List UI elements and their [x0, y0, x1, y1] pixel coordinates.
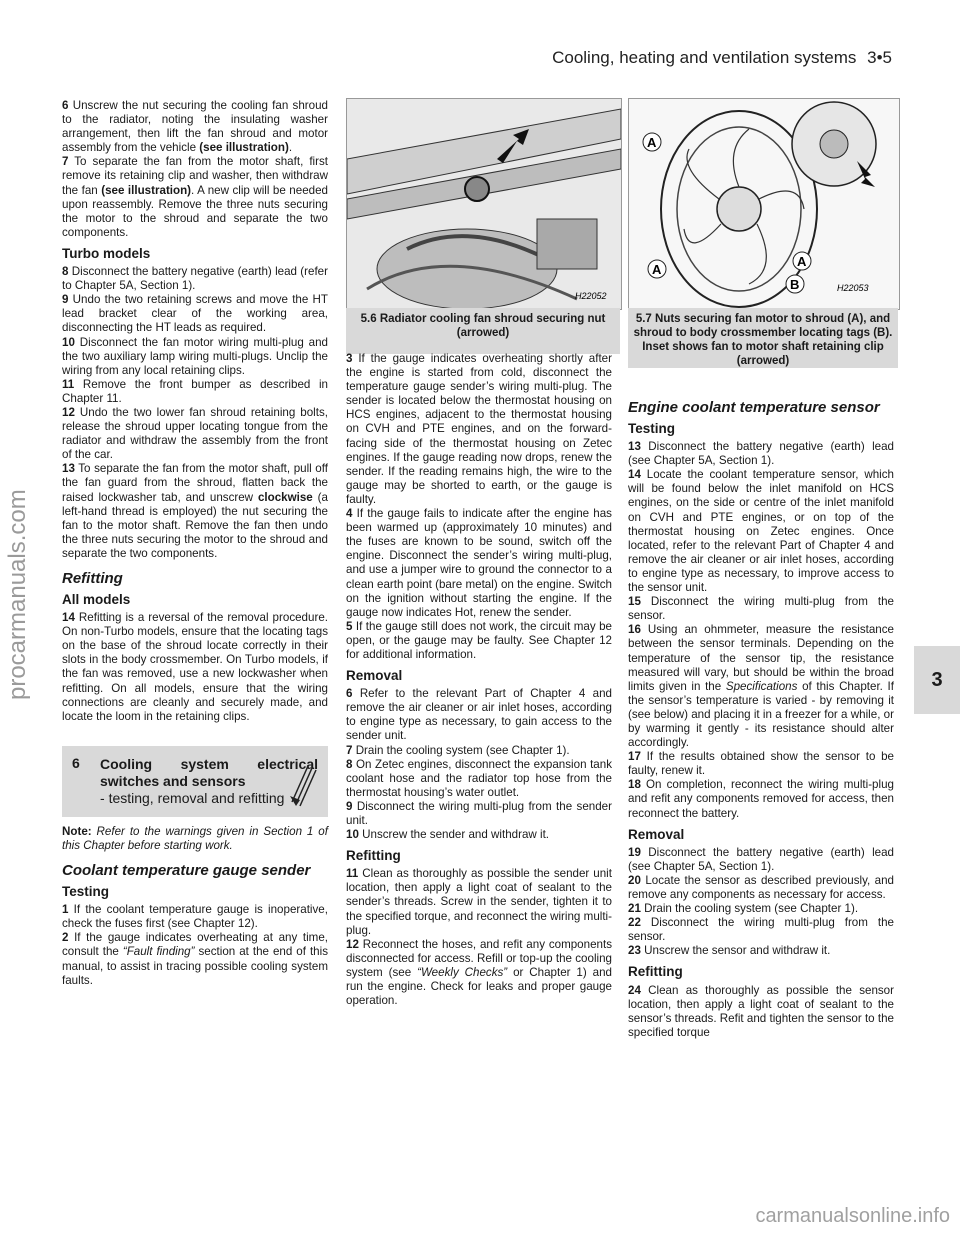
step-11: 11 Remove the front bumper as described in Chapter 11. [62, 377, 328, 405]
heading-coolant-sender: Coolant temperature gauge sender [62, 862, 311, 880]
step-13c: 13 Disconnect the battery negative (earth) lead (see Chapter 5A, Section 1). [628, 440, 894, 468]
chapter-tab: 3 [914, 646, 960, 714]
heading-testing: Testing [62, 884, 109, 900]
step-17c: 17 If the results obtained show the sensor to be faulty, renew it. [628, 750, 894, 778]
fig2-label-a2: A [797, 254, 807, 269]
step-21c: 21 Drain the cooling system (see Chapter 1). [628, 902, 859, 916]
step-9b: 9 Disconnect the wiring multi-plug from the sender unit. [346, 799, 612, 827]
step-10: 10 Disconnect the fan motor wiring multi-plug and the two auxiliary lamp wiring multi-plugs. Unclip the wiring from any local retaining clips. [62, 335, 328, 377]
heading-refitting-2: Refitting [346, 848, 401, 864]
step-7: 7 To separate the fan from the motor shaft, first remove its retaining clip and washer, then withdraw the fan (see illustration). A new clip will be needed upon reassembly. Remove the three nuts securing the motor to the shroud and separate the two components. [62, 155, 328, 239]
step-3: 3 If the gauge indicates overheating shortly after the engine is started from cold, disconnect the temperature gauge sender’s wiring multi-plug. The sender is located below the thermostat housing on HCS engines, adjacent to the thermostat housing on CVH and PTE engines, and on the forward-facing side of the thermostat housing on Zetec engines. If the gauge reading now drops, renew the sender. If the reading remains high, the wire to the gauge may be shorted to earth, or the gauge is faulty. [346, 352, 612, 506]
step-19c: 19 Disconnect the battery negative (earth) lead (see Chapter 5A, Section 1). [628, 845, 894, 873]
fan-motor-illustration [629, 99, 899, 309]
heading-removal: Removal [346, 668, 403, 684]
step-20c: 20 Locate the sensor as described previously, and remove any components as necessary for access. [628, 873, 894, 901]
step-13: 13 To separate the fan from the motor shaft, pull off the fan guard from the shroud, flatten back the raised lockwasher tab, and unscrew clockwise (a left-hand thread is employed) the nut securing the fan to the motor shaft. Remove the fan then undo the three nuts securing the motor to the shroud and separate the two components. [62, 462, 328, 560]
page-header [552, 48, 892, 68]
section-6-box [62, 746, 328, 817]
fig2-label-a3: A [652, 262, 662, 277]
step-9: 9 Undo the two retaining screws and move the HT lead bracket clear of the working area, disconnecting the HT leads as required. [62, 293, 328, 335]
step-6b: 6 Refer to the relevant Part of Chapter 4 and remove the air cleaner or air inlet hoses, according to engine type as necessary, to gain access to the sender unit. [346, 687, 612, 743]
section-title: Cooling system electrical switches and sensors [100, 755, 318, 789]
heading-testing-3: Testing [628, 421, 675, 436]
step-24c: 24 Clean as thoroughly as possible the sensor location, then apply a light coat of sealant to the sensor’s threads. Refit and tighten the sensor to the specified torque [628, 983, 894, 1039]
page-number: 3•5 [867, 48, 892, 67]
step-10b: 10 Unscrew the sender and withdraw it. [346, 828, 550, 842]
header-title: Cooling, heating and ventilation systems [552, 48, 857, 67]
step-12b: 12 Reconnect the hoses, and refit any components disconnected for access. Refill or top-up the cooling system (see “Weekly Checks” or Chapter 1) and run the engine. Check for leaks and proper gauge operation. [346, 937, 612, 1008]
watermark-bottom: carmanualsonline.info [755, 1205, 950, 1227]
section-subtitle: - testing, removal and refitting [100, 789, 285, 806]
step-7b: 7 Drain the cooling system (see Chapter 1). [346, 743, 570, 757]
heading-engine-sensor: Engine coolant temperature sensor [628, 399, 880, 416]
step-11b: 11 Clean as thoroughly as possible the sender unit location, then apply a light coat of sealant to the sender’s threads. Screw in the sender, tighten it to the specified torque, and reconnect the wiring multi-plug. [346, 867, 612, 937]
section-number: 6 [72, 754, 80, 771]
step-23c: 23 Unscrew the sensor and withdraw it. [628, 944, 831, 958]
step-12: 12 Undo the two lower fan shroud retaining bolts, release the shroud upper locating tongue from the radiator and withdraw the assembly from the front of the car. [62, 405, 328, 462]
figure-5-7-caption: 5.7 Nuts securing fan motor to shroud (A), and shroud to body crossmember locating tags (B). Inset shows fan to motor shaft retaining clip (arrowed) [628, 308, 898, 368]
column-1 [62, 99, 328, 988]
column-2 [346, 352, 612, 1008]
note: Note: Refer to the warnings given in Section 1 of this Chapter before starting work. [62, 824, 328, 852]
fig2-label-b: B [790, 277, 800, 292]
heading-refitting: Refitting [62, 570, 123, 587]
heading-refitting-3: Refitting [628, 964, 683, 980]
figure-5-7 [628, 98, 900, 310]
step-15c: 15 Disconnect the wiring multi-plug from the sensor. [628, 595, 894, 623]
spanner-difficulty-icon [288, 758, 318, 808]
step-22c: 22 Disconnect the wiring multi-plug from the sensor. [628, 916, 894, 944]
fig2-label-a1: A [647, 135, 657, 150]
radiator-shroud-illustration [347, 99, 621, 309]
fig1-code: H22052 [575, 291, 607, 301]
figure-5-6-caption: 5.6 Radiator cooling fan shroud securing nut (arrowed) [346, 308, 620, 354]
step-8: 8 Disconnect the battery negative (earth) lead (refer to Chapter 5A, Section 1). [62, 265, 328, 293]
step-8b: 8 On Zetec engines, disconnect the expansion tank coolant hose and the radiator top hose from the thermostat housing’s water outlet. [346, 757, 612, 799]
step-5: 5 If the gauge still does not work, the circuit may be open, or the gauge may be faulty. See Chapter 12 for additional information. [346, 619, 612, 661]
step-14: 14 Refitting is a reversal of the removal procedure. On non-Turbo models, ensure that the locating tags on the base of the shroud locate correctly in their slots in the body crossmember. On Turbo models, if the fan was removed, use a new lockwasher when refitting. On all models, ensure that the wiring connections are cleanly and securely made, and locate the loom in the retaining clips. [62, 611, 328, 723]
heading-all-models: All models [62, 592, 131, 607]
step-4: 4 If the gauge fails to indicate after the engine has been warmed up (approximately 10 minutes) and the fuses are known to be sound, switch off the engine. Disconnect the sender’s wiring multi-plug, and use a jumper wire to ground the connector to a clean earth point (bare metal) on the engine. Switch on the ignition without starting the engine. If the gauge now indicates Hot, renew the sender. [346, 507, 612, 619]
watermark-left: procarmanuals.com [4, 489, 31, 700]
heading-turbo: Turbo models [62, 245, 151, 261]
step-2: 2 If the gauge indicates overheating at any time, consult the “Fault finding” section at the end of this manual, to assist in tracing possible cooling system faults. [62, 931, 328, 987]
figure-5-6 [346, 98, 622, 310]
step-6: 6 Unscrew the nut securing the cooling fan shroud to the radiator, noting the insulating washer arrangement, then lift the fan shroud and motor assembly from the vehicle (see illustration). [62, 99, 328, 155]
step-18c: 18 On completion, reconnect the wiring multi-plug and refit any components removed for access, then reconnect the battery. [628, 778, 894, 820]
step-14c: 14 Locate the coolant temperature sensor, which will be found below the inlet manifold on HCS engines, on the side or centre of the inlet manifold on CVH and PTE engines, or on top of the thermostat housing on Zetec engines. Once located, refer to the relevant Part of Chapter 4 and remove the air cleaner or air inlet hoses, according to engine type as necessary, to improve access to the sensor unit. [628, 468, 894, 595]
fig2-code: H22053 [837, 283, 869, 293]
step-16c: 16 Using an ohmmeter, measure the resistance between the sensor terminals. Depending on the temperature of the sensor tip, the resistance measured will vary, but should be within the broad limits given in the Specifications of this Chapter. If the sensor’s temperature is varied - by removing it (see below) and placing it in a freezer for a while, or by warming it gently - its resistance should alter accordingly. [628, 623, 894, 750]
column-3 [628, 390, 894, 1040]
heading-removal-3: Removal [628, 826, 685, 842]
step-1: 1 If the coolant temperature gauge is inoperative, check the fuses first (see Chapter 12). [62, 903, 328, 931]
